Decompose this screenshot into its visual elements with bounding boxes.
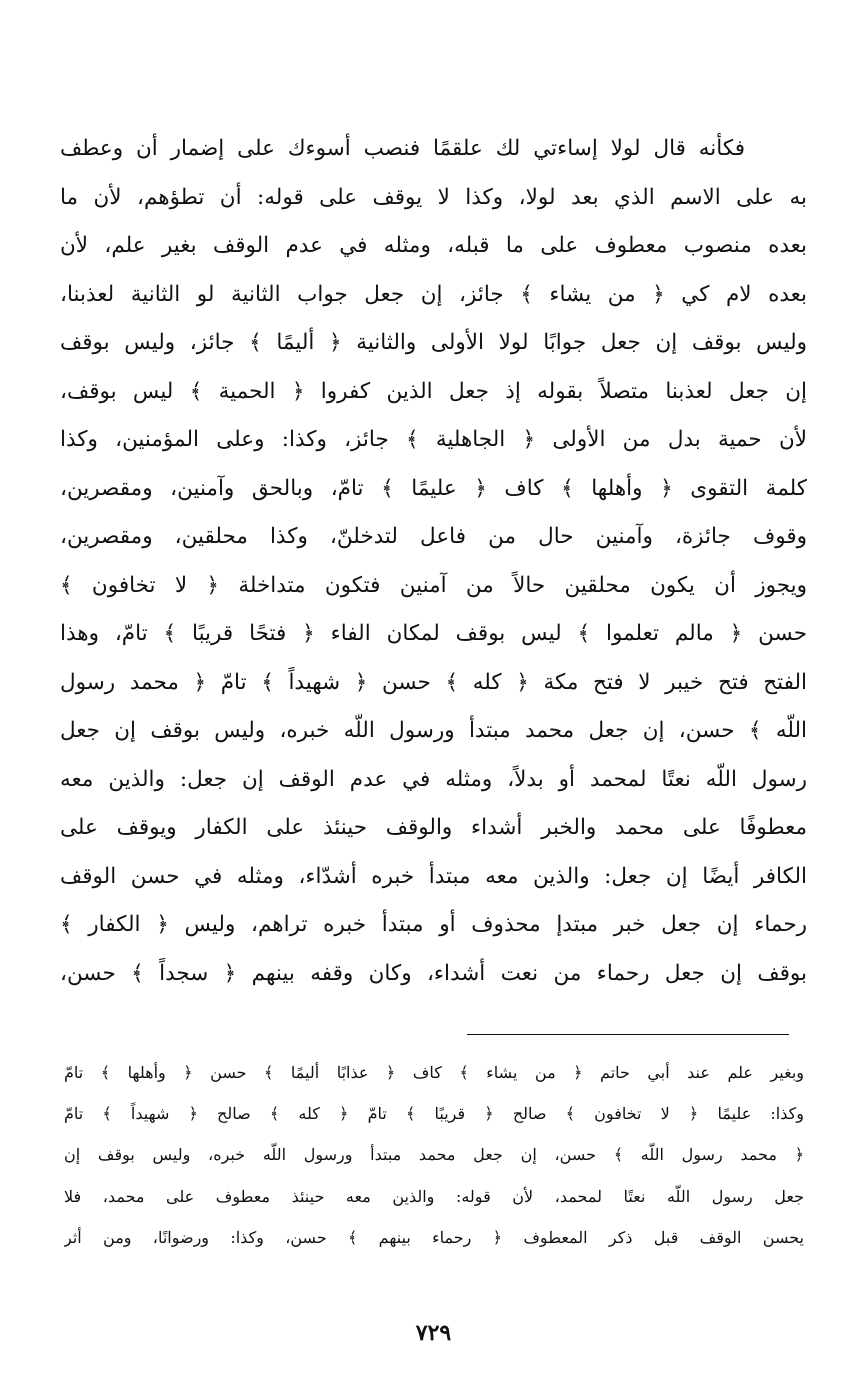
main-text-line: فكأنه قال لولا إساءتي لك علقمًا فنصب أسوءك على إضمار أن وعطف [60,136,745,161]
main-text-line: وقوف جائزة، وآمنين حال من فاعل لتدخلنّ، وكذا محلقين، ومقصرين، [60,524,807,549]
footnote-line: يحسن الوقف قبل ذكر المعطوف ﴿ رحماء بينهم ﴾ حسن، وكذا: ورضوانًا، ومن أثر [64,1227,804,1247]
main-text-line: رحماء إن جعل خبر مبتدإ محذوف أو مبتدأ خبره تراهم، وليس ﴿ الكفار ﴾ [60,912,807,937]
page-number: ٧٢٩ [415,1320,452,1346]
main-text-line: بعده منصوب معطوف على ما قبله، ومثله في عدم الوقف بغير علم، لأن [60,233,807,258]
main-text-line: الفتح فتح خيبر لا فتح مكة ﴿ كله ﴾ حسن ﴿ شهيداً ﴾ تامّ ﴿ محمد رسول [60,669,807,695]
main-text-line: حسن ﴿ مالم تعلموا ﴾ ليس بوقف لمكان الفاء ﴿ فتحًا قريبًا ﴾ تامّ، وهذا [60,621,807,646]
main-text-line: بعده لام كي ﴿ من يشاء ﴾ جائز، إن جعل جواب الثانية لو الثانية لعذبنا، [60,281,807,307]
footnotes [64,1052,804,1258]
main-text-line: به على الاسم الذي بعد لولا، وكذا لا يوقف على قوله: أن تطؤهم، لأن ما [60,184,807,210]
footnote-line: ﴿ محمد رسول اللّه ﴾ حسن، إن جعل محمد مبتدأ ورسول اللّه خبره، وليس بوقف إن [64,1145,804,1165]
footnote-separator [467,1034,789,1035]
main-text-line: ويجوز أن يكون محلقين حالاً من آمنين فتكون متداخلة ﴿ لا تخافون ﴾ [60,572,807,598]
main-text-line: رسول اللّه نعتًا لمحمد أو بدلاً، ومثله في عدم الوقف إن جعل: والذين معه [60,766,807,792]
main-text-line: بوقف إن جعل رحماء من نعت أشداء، وكان وقفه بينهم ﴿ سجداً ﴾ حسن، [60,960,807,986]
main-text-line: وليس بوقف إن جعل جوابًا لولا الأولى والثانية ﴿ أليمًا ﴾ جائز، وليس بوقف [60,330,807,355]
footnote-line: وبغير علم عند أبي حاتم ﴿ من يشاء ﴾ كاف ﴿ عذابًا أليمًا ﴾ حسن ﴿ وأهلها ﴾ تامّ [64,1063,804,1082]
main-text-line: كلمة التقوى ﴿ وأهلها ﴾ كاف ﴿ عليمًا ﴾ تامّ، وبالحق وآمنين، ومقصرين، [60,475,807,501]
main-text-body [60,125,807,998]
footnote-line: وكذا: عليمًا ﴿ لا تخافون ﴾ صالح ﴿ قريبًا ﴾ تامّ ﴿ كله ﴾ صالح ﴿ شهيداً ﴾ تامّ [64,1104,804,1124]
main-text-line: الكافر أيضًا إن جعل: والذين معه مبتدأ خبره أشدّاء، ومثله في حسن الوقف [60,863,807,889]
main-text-line: اللّه ﴾ حسن، إن جعل محمد مبتدأ ورسول اللّه خبره، وليس بوقف إن جعل [60,718,807,743]
main-text-line: معطوفًا على محمد والخبر أشداء والوقف حينئذ على الكفار ويوقف على [60,815,807,840]
main-text-line: لأن حمية بدل من الأولى ﴿ الجاهلية ﴾ جائز، وكذا: وعلى المؤمنين، وكذا [60,427,807,452]
footnote-line: جعل رسول اللّه نعتًا لمحمد، لأن قوله: والذين معه حينئذ معطوف على محمد، فلا [64,1186,804,1206]
main-text-line: إن جعل لعذبنا متصلاً بقوله إذ جعل الذين كفروا ﴿ الحمية ﴾ ليس بوقف، [60,378,807,404]
